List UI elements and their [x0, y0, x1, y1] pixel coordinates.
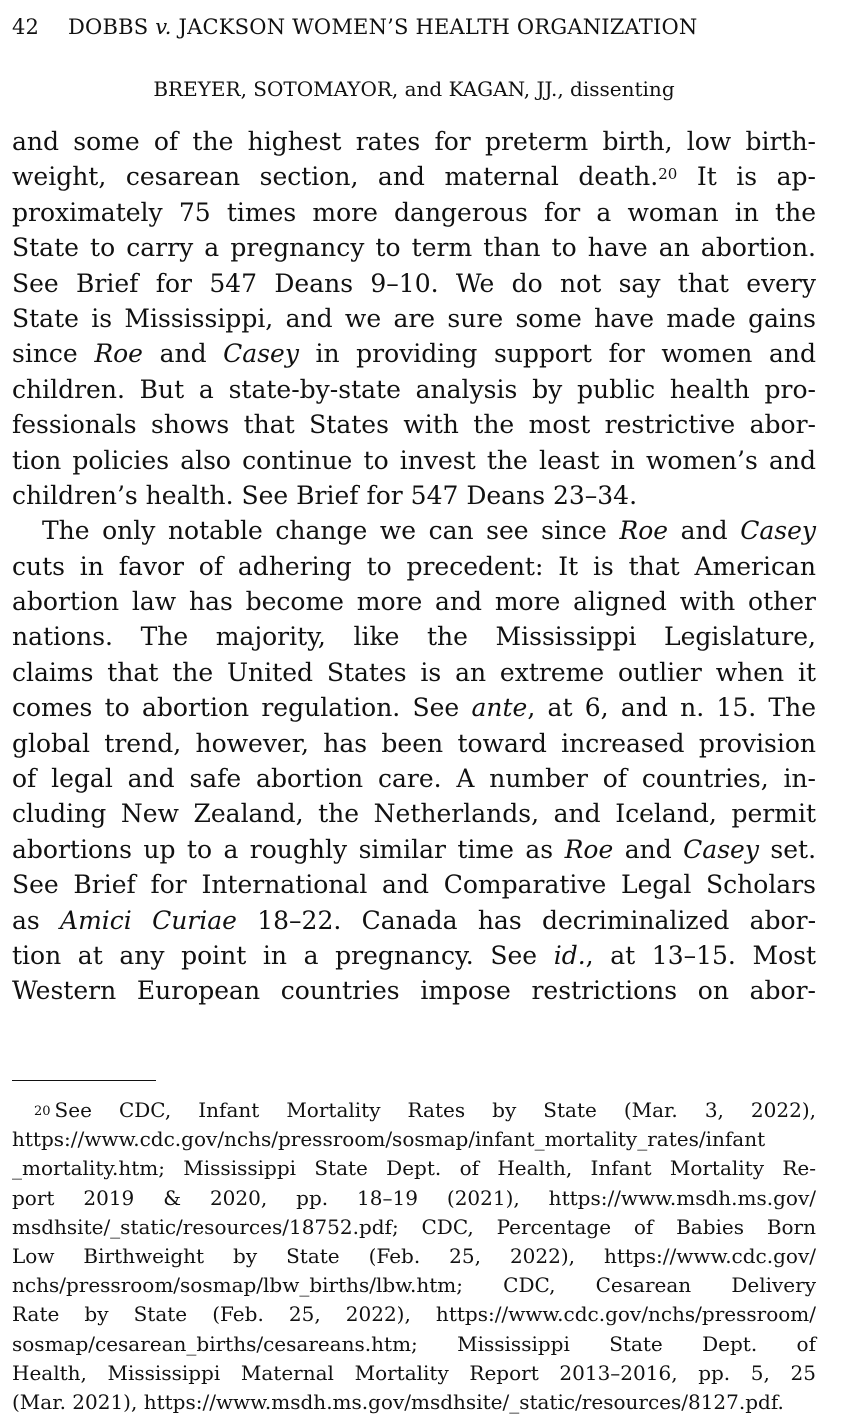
text-line: cuts in favor of adhering to precedent: It is that American [12, 551, 816, 581]
text-line [12, 938, 816, 973]
text-line: of legal and safe abortion care. A number of countries, in- [12, 764, 816, 794]
main-text [12, 124, 816, 1009]
text-segment: The only notable change we can see since [42, 516, 607, 546]
case-name-italic: Casey [683, 834, 759, 864]
citation-italic: id. [553, 940, 586, 970]
footnote-reference: 20 [658, 165, 678, 184]
case-name-italic: Casey [223, 339, 299, 369]
text-segment: since [12, 339, 78, 369]
footnote-line: Rate by State (Feb. 25, 2022), https://www.cdc.gov/nchs/pressroom/ [12, 1302, 816, 1327]
footnote-20 [12, 1096, 816, 1417]
text-segment: It is ap- [696, 162, 816, 192]
footnote-line: nchs/pressroom/sosmap/lbw_births/lbw.htm; CDC, Cesarean Delivery [12, 1273, 816, 1298]
text-line [12, 336, 816, 371]
text-line: tion policies also continue to invest the least in women’s and [12, 445, 816, 475]
text-line: global trend, however, has been toward increased provision [12, 728, 816, 758]
text-line: See Brief for 547 Deans 9–10. We do not say that every [12, 268, 816, 298]
text-line: fessionals shows that States with the most restrictive abor- [12, 410, 816, 440]
footnote-line: https://www.cdc.gov/nchs/pressroom/sosmap/infant_mortality_rates/infant [12, 1127, 766, 1152]
citation-italic: ante [471, 693, 528, 723]
text-line: Western European countries impose restrictions on abor- [12, 976, 816, 1006]
text-line [12, 832, 816, 867]
text-line: State is Mississippi, and we are sure some have made gains [12, 303, 816, 333]
text-line [12, 903, 816, 938]
footnote-line: Low Birthweight by State (Feb. 25, 2022), https://www.cdc.gov/ [12, 1243, 816, 1268]
footnote-line: msdhsite/_static/resources/18752.pdf; CDC, Percentage of Babies Born [12, 1214, 816, 1239]
footnote-line: _mortality.htm; Mississippi State Dept. of Health, Infant Mortality Re- [12, 1156, 816, 1181]
text-line: claims that the United States is an extreme outlier when it [12, 657, 816, 687]
text-segment: , at 6, and n. 15. The [527, 693, 817, 723]
text-segment: in providing support for women and [315, 339, 816, 369]
text-line: See Brief for International and Comparative Legal Scholars [12, 870, 816, 900]
text-line: State to carry a pregnancy to term than to have an abortion. [12, 233, 816, 263]
text-segment: 18–22. Canada has decriminalized abor- [257, 905, 817, 935]
text-line: proximately 75 times more dangerous for a woman in the [12, 197, 816, 227]
text-segment: abortions up to a roughly similar time as [12, 834, 554, 864]
opinion-author-line: BREYER, SOTOMAYOR, and KAGAN, JJ., dissenting [153, 77, 675, 101]
text-segment: tion at any point in a pregnancy. See [12, 940, 538, 970]
case-title-rest: JACKSON WOMEN’S HEALTH ORGANIZATION [178, 15, 698, 39]
text-segment: and [624, 834, 672, 864]
text-line: abortion law has become more and more aligned with other [12, 587, 816, 617]
text-segment: as [12, 905, 40, 935]
running-head [12, 14, 832, 40]
footnote-divider [12, 1080, 156, 1081]
text-line [12, 159, 816, 194]
case-name-italic: Roe [619, 516, 669, 546]
case-title: DOBBS [68, 15, 149, 39]
footnote-line: port 2019 & 2020, pp. 18–19 (2021), https://www.msdh.ms.gov/ [12, 1185, 816, 1210]
case-name-italic: Casey [740, 516, 817, 546]
text-line: nations. The majority, like the Mississippi Legislature, [12, 622, 816, 652]
text-segment: weight, cesarean section, and maternal death. [12, 162, 659, 192]
case-name-italic: Roe [564, 834, 614, 864]
text-line: and some of the highest rates for preterm birth, low birth- [12, 127, 816, 156]
text-line: children’s health. See Brief for 547 Deans 23–34. [12, 480, 638, 510]
text-segment: See CDC, Infant Mortality Rates by State (Mar. 3, 2022), [54, 1098, 816, 1122]
text-line [12, 690, 816, 725]
footnote-number: 20 [34, 1104, 51, 1119]
case-name-italic: Roe [94, 339, 143, 369]
text-segment: , at 13–15. Most [585, 940, 816, 970]
text-segment: and [680, 516, 728, 546]
text-segment: comes to abortion regulation. See [12, 693, 460, 723]
text-line: children. But a state-by-state analysis by public health pro- [12, 374, 816, 404]
footnote-line: (Mar. 2021), https://www.msdh.ms.gov/msdhsite/_static/resources/8127.pdf. [12, 1389, 784, 1414]
page-number: 42 [12, 15, 40, 39]
text-line: cluding New Zealand, the Netherlands, and Iceland, permit [12, 799, 816, 829]
citation-italic: Amici Curiae [60, 905, 237, 935]
text-segment: set. [770, 834, 817, 864]
case-title-versus: v. [155, 15, 172, 39]
footnote-line [12, 1096, 816, 1125]
footnote-line: sosmap/cesarean_births/cesareans.htm; Mississippi State Dept. of [12, 1331, 816, 1356]
text-line [12, 513, 816, 548]
footnote-line: Health, Mississippi Maternal Mortality Report 2013–2016, pp. 5, 25 [12, 1360, 816, 1385]
text-segment: and [159, 339, 207, 369]
